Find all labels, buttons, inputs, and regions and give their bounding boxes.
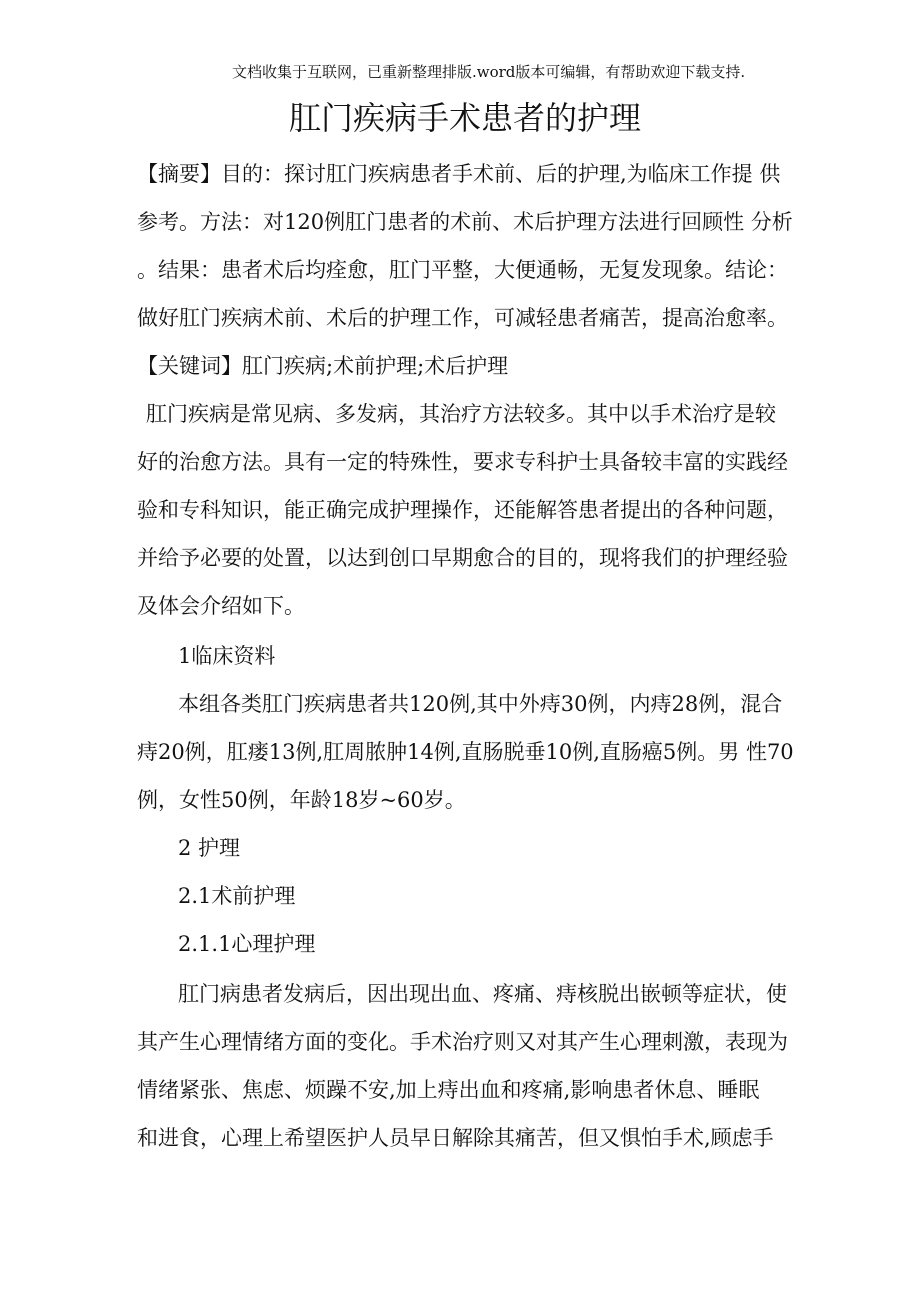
paragraph-line: 并给予必要的处置，以达到创口早期愈合的目的，现将我们的护理经验 <box>137 546 788 570</box>
abstract-line: 做好肛门疾病术前、术后的护理工作，可减轻患者痛苦，提高治愈率。 <box>137 306 788 330</box>
paragraph-line: 痔20例，肛瘘13例,肛周脓肿14例,直肠脱垂10例,直肠癌5例。男 性70 <box>137 740 794 764</box>
paragraph-line: 肛门病患者发病后，因出现出血、疼痛、痔核脱出嵌顿等症状，使 <box>178 982 787 1006</box>
paragraph-line: 好的治愈方法。具有一定的特殊性，要求专科护士具备较丰富的实践经 <box>137 450 788 474</box>
section-heading-2: 2 护理 <box>178 836 241 860</box>
abstract-line: 参考。方法：对120例肛门患者的术前、术后护理方法进行回顾性 分析 <box>137 210 793 234</box>
paragraph-line: 验和专科知识，能正确完成护理操作，还能解答患者提出的各种问题， <box>137 498 788 522</box>
paragraph-line: 本组各类肛门疾病患者共120例,其中外痔30例，内痔28例，混合 <box>178 692 783 716</box>
abstract-line: 【摘要】目的：探讨肛门疾病患者手术前、后的护理,为临床工作提 供 <box>137 162 781 186</box>
page-title: 肛门疾病手术患者的护理 <box>288 99 641 137</box>
section-heading-1: 1临床资料 <box>178 644 276 668</box>
paragraph-line: 其产生心理情绪方面的变化。手术治疗则又对其产生心理刺激，表现为 <box>137 1030 788 1054</box>
paragraph-line: 例，女性50例，年龄18岁~60岁。 <box>137 788 466 812</box>
paragraph-line: 及体会介绍如下。 <box>137 594 305 618</box>
abstract-line: 。结果：患者术后均痊愈，肛门平整，大便通畅，无复发现象。结论： <box>137 258 788 282</box>
paragraph-line: 肛门疾病是常见病、多发病，其治疗方法较多。其中以手术治疗是较 <box>146 402 776 426</box>
header-note: 文档收集于互联网，已重新整理排版.word版本可编辑，有帮助欢迎下载支持. <box>232 63 746 81</box>
subsection-heading-2-1-1: 2.1.1心理护理 <box>178 932 316 956</box>
subsection-heading-2-1: 2.1术前护理 <box>178 884 296 908</box>
paragraph-line: 情绪紧张、焦虑、烦躁不安,加上痔出血和疼痛,影响患者休息、睡眠 <box>137 1078 760 1102</box>
paragraph-line: 和进食，心理上希望医护人员早日解除其痛苦，但又惧怕手术,顾虑手 <box>137 1126 774 1150</box>
keywords: 【关键词】肛门疾病;术前护理;术后护理 <box>137 354 509 378</box>
